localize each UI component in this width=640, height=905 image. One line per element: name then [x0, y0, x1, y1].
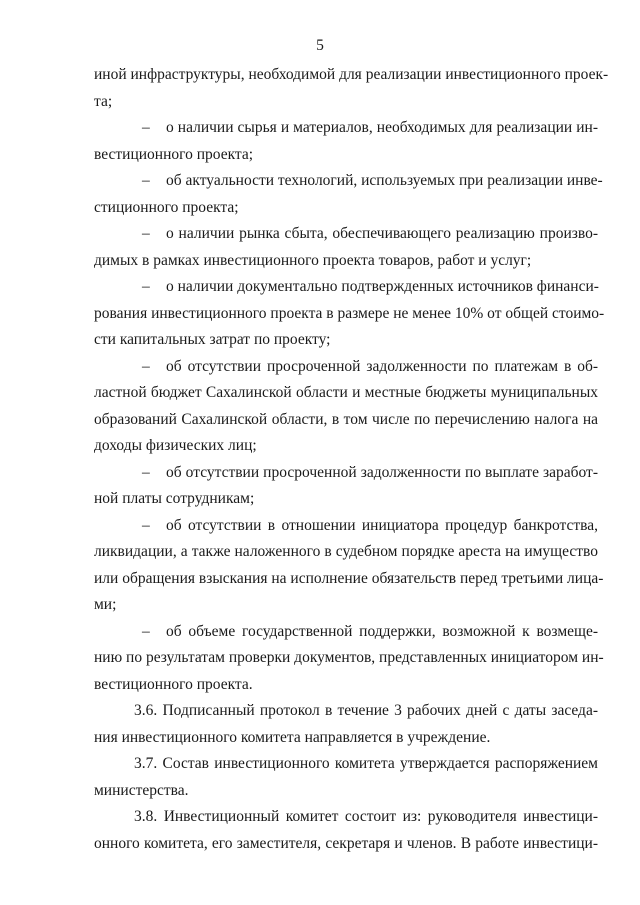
text-line: нию по результатам проверки документов, представленных инициатором ин-	[94, 649, 604, 666]
text-line: сти капитальных затрат по проекту;	[94, 331, 331, 348]
text-line: стиционного проекта;	[94, 198, 239, 216]
text-line: 3.7. Состав инвестиционного комитета утверждается распоряжением	[134, 755, 598, 772]
list-item-text: об отсутствии просроченной задолженности по выплате заработ-	[166, 463, 598, 481]
text-line: ния инвестиционного комитета направляется в учреждение.	[94, 728, 491, 746]
text-line: 3.8. Инвестиционный комитет состоит из: руководителя инвестици-	[134, 808, 598, 825]
list-dash: –	[142, 172, 150, 189]
list-dash: –	[142, 225, 150, 242]
text-line	[94, 115, 598, 142]
list-item-text: о наличии документально подтвержденных источников финанси-	[166, 278, 599, 295]
text-line: доходы физических лиц;	[94, 437, 257, 454]
text-line	[94, 619, 598, 646]
text-line: ми;	[94, 596, 117, 613]
text-line	[94, 274, 598, 301]
text-line: онного комитета, его заместителя, секретаря и членов. В работе инвестици-	[94, 834, 598, 852]
list-item-text: об объеме государственной поддержки, возможной к возмеще-	[166, 622, 598, 640]
text-line: вестиционного проекта;	[94, 145, 254, 163]
text-line: или обращения взыскания на исполнение обязательств перед третьими лица-	[94, 569, 604, 587]
list-item-text: об актуальности технологий, используемых при реализации инве-	[166, 172, 603, 189]
text-line: образований Сахалинской области, в том числе по перечислению налога на	[94, 410, 598, 428]
text-line: министерства.	[94, 781, 189, 799]
list-item-text: о наличии рынка сбыта, обеспечивающего реализацию произво-	[166, 225, 598, 242]
text-line: димых в рамках инвестиционного проекта товаров, работ и услуг;	[94, 251, 532, 269]
list-dash: –	[142, 516, 150, 534]
text-line: ликвидации, а также наложенного в судебном порядке ареста на имущество	[94, 543, 598, 560]
list-dash: –	[142, 463, 150, 481]
text-line	[94, 460, 598, 487]
document-body	[94, 62, 609, 857]
text-line: рования инвестиционного проекта в размере не менее 10% от общей стоимо-	[94, 304, 605, 322]
page-number: 5	[316, 37, 324, 54]
list-dash: –	[142, 357, 150, 375]
text-line	[94, 168, 603, 195]
text-line: иной инфраструктуры, необходимой для реализации инвестиционного проек-	[94, 66, 609, 83]
text-line: 3.6. Подписанный протокол в течение 3 рабочих дней с даты заседа-	[134, 702, 598, 719]
text-line: вестиционного проекта.	[94, 675, 253, 693]
text-line: ной платы сотрудникам;	[94, 490, 255, 507]
text-line: та;	[94, 92, 113, 110]
text-line	[94, 513, 598, 540]
list-item-text: о наличии сырья и материалов, необходимых для реализации ин-	[166, 119, 598, 136]
list-dash: –	[142, 119, 150, 136]
list-dash: –	[142, 622, 150, 640]
list-item-text: об отсутствии просроченной задолженности по платежам в об-	[166, 357, 598, 375]
list-item-text: об отсутствии в отношении инициатора процедур банкротства,	[166, 516, 598, 534]
list-dash: –	[142, 278, 150, 295]
text-line	[94, 354, 598, 381]
text-line: ластной бюджет Сахалинской области и местные бюджеты муниципальных	[94, 384, 598, 401]
text-line	[94, 221, 598, 248]
